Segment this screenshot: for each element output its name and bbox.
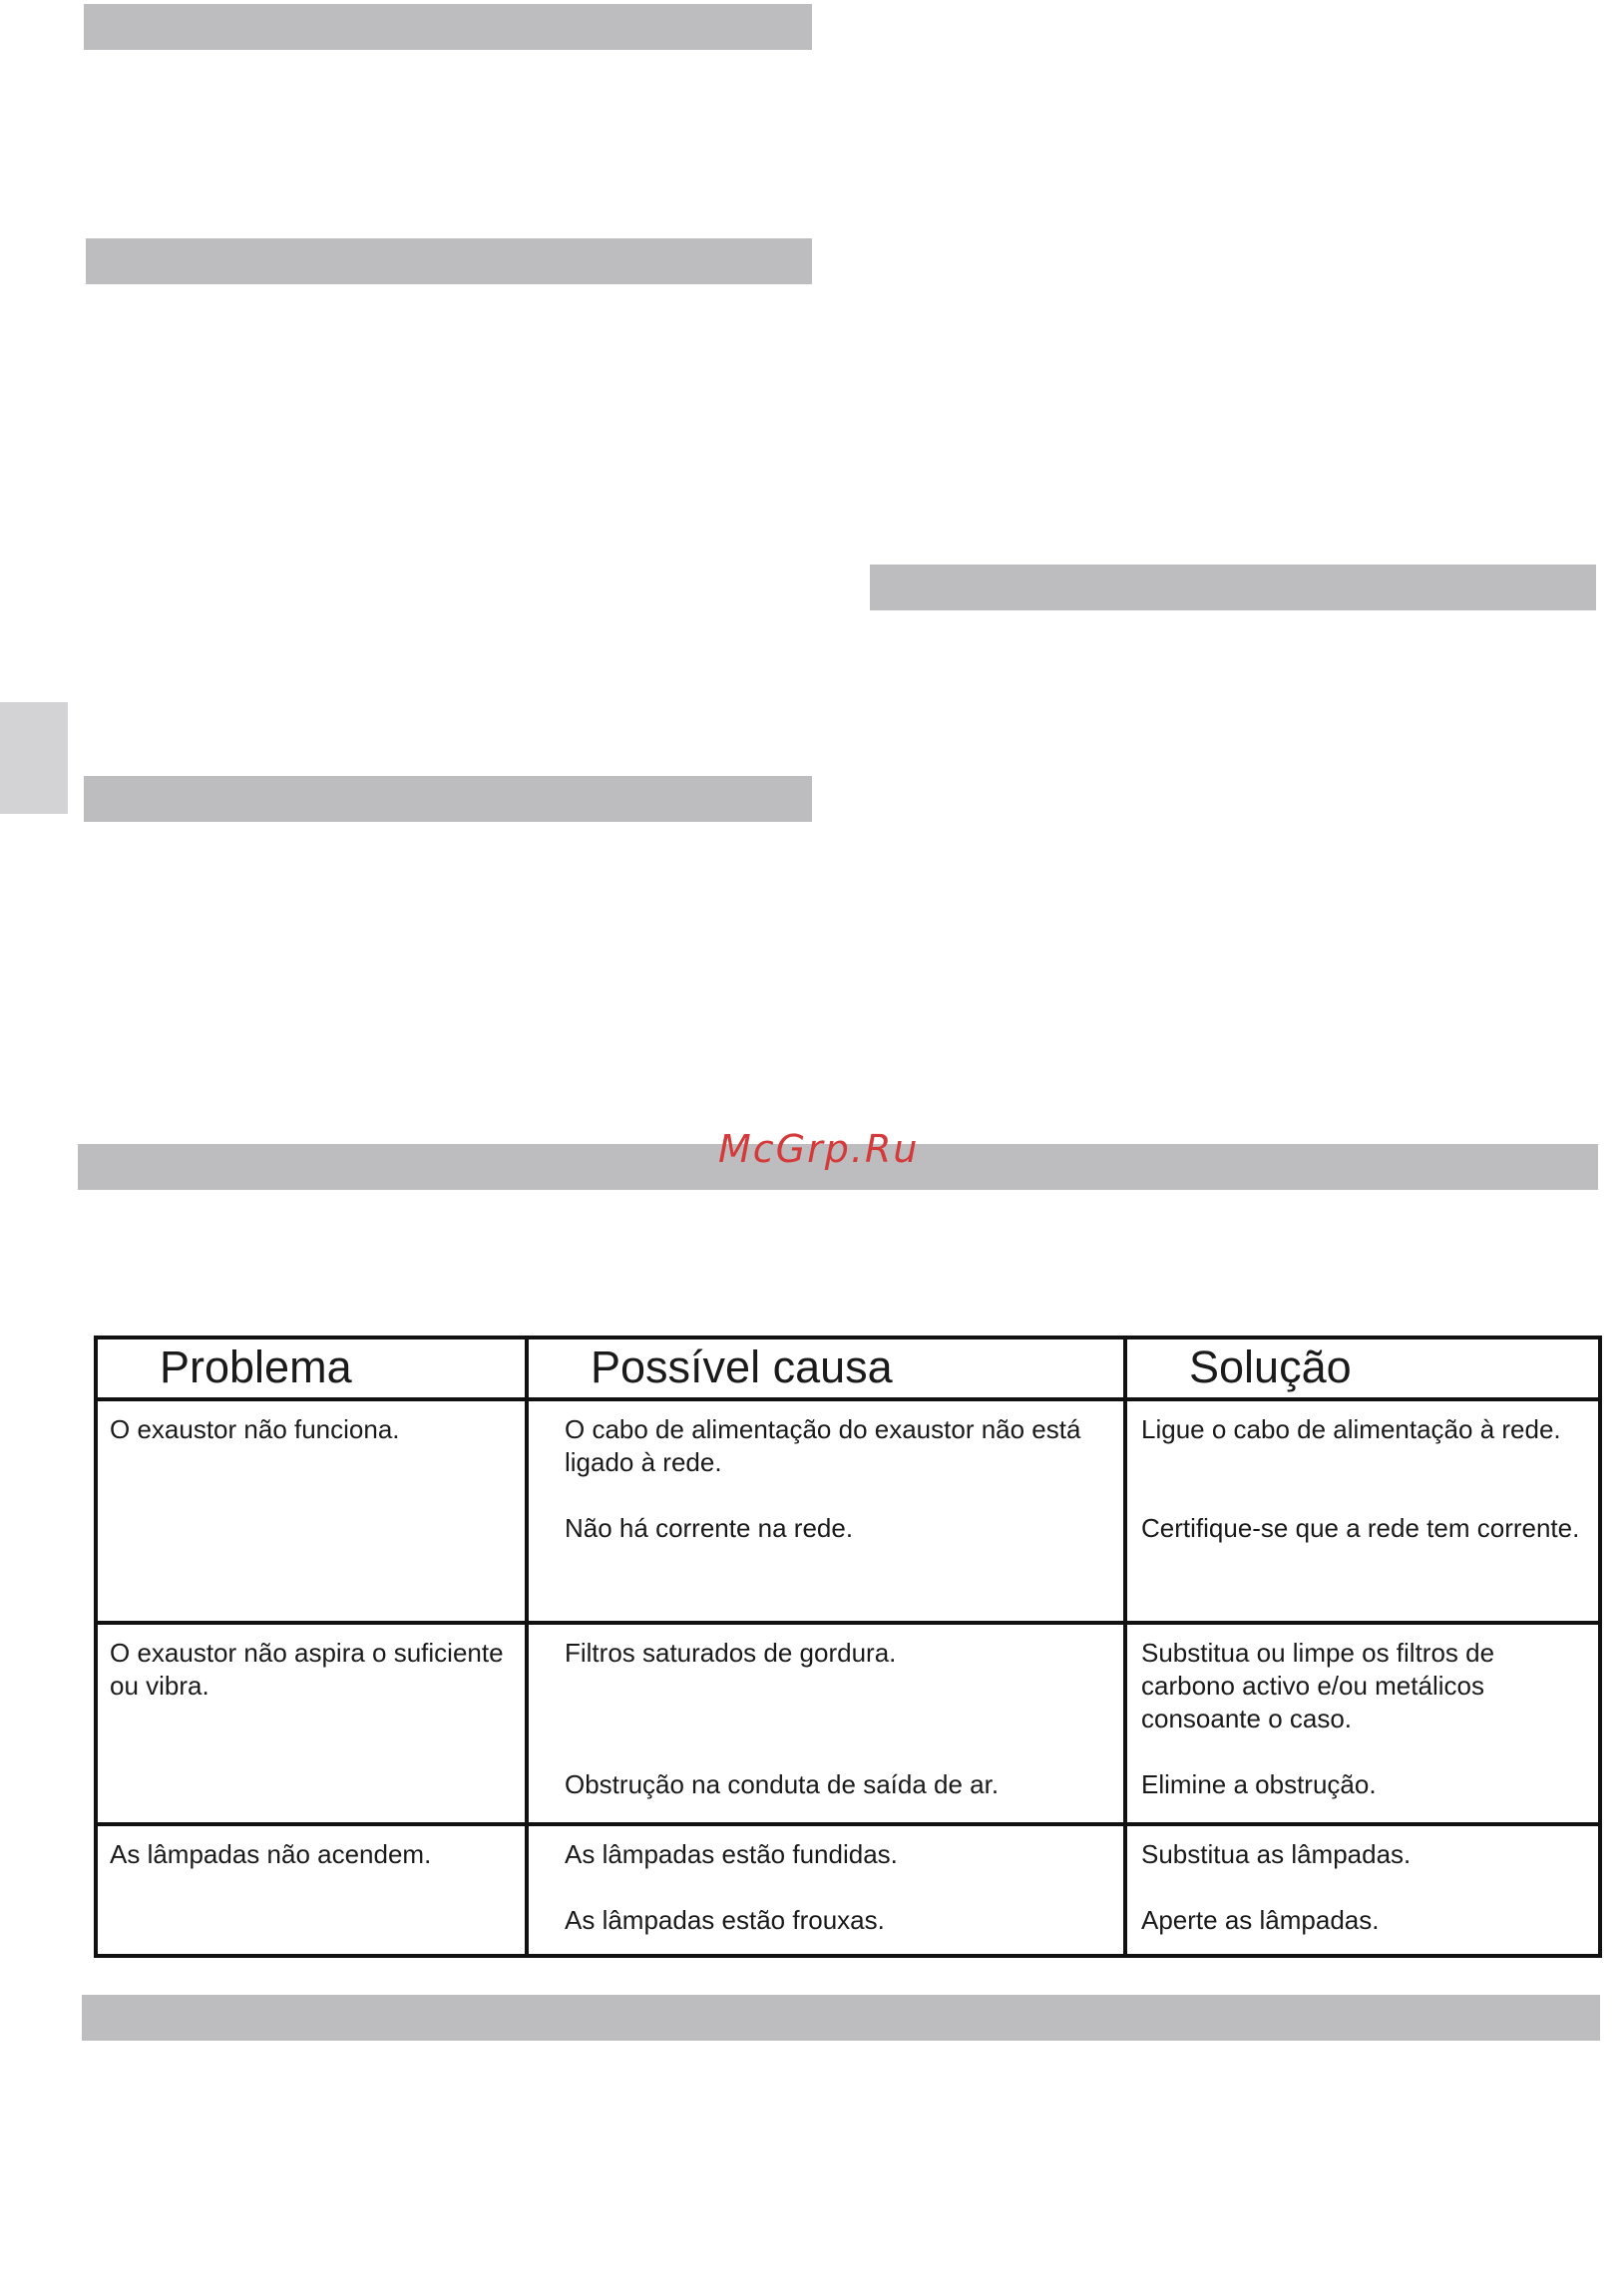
cause-cell (527, 1623, 1125, 1824)
problem-cell (96, 1824, 527, 1956)
solution-text: Certifique-se que a rede tem corrente. (1141, 1513, 1580, 1543)
solution-text: Ligue o cabo de alimentação à rede. (1141, 1414, 1561, 1444)
watermark: McGrp.Ru (718, 1127, 920, 1171)
solution-text: Substitua as lâmpadas. (1141, 1839, 1412, 1869)
header-problem: Problema (96, 1338, 527, 1399)
problem-text: As lâmpadas não acendem. (110, 1839, 432, 1869)
header-cause: Possível causa (527, 1338, 1125, 1399)
solution-text: Elimine a obstrução. (1141, 1769, 1377, 1799)
troubleshooting-table (94, 1336, 1602, 1958)
table-row (96, 1623, 1600, 1824)
section-header-bar-6 (82, 1995, 1600, 2041)
cause-text: Filtros saturados de gordura. (565, 1638, 897, 1668)
cause-cell (527, 1399, 1125, 1623)
cause-text: Não há corrente na rede. (565, 1513, 854, 1543)
solution-text: Aperte as lâmpadas. (1141, 1905, 1380, 1935)
solution-cell (1125, 1399, 1600, 1623)
problem-text: O exaustor não aspira o suficiente ou vibra. (110, 1638, 504, 1701)
section-header-bar-2 (86, 238, 812, 284)
cause-text: As lâmpadas estão frouxas. (565, 1905, 885, 1935)
cause-text: As lâmpadas estão fundidas. (565, 1839, 898, 1869)
table-header-row (96, 1338, 1600, 1399)
cause-text: O cabo de alimentação do exaustor não está ligado à rede. (565, 1414, 1081, 1477)
table-row (96, 1824, 1600, 1956)
solution-text: Substitua ou limpe os filtros de carbono activo e/ou metálicos consoante o caso. (1141, 1638, 1495, 1733)
table-row (96, 1399, 1600, 1623)
cause-cell (527, 1824, 1125, 1956)
problem-cell (96, 1399, 527, 1623)
section-header-bar-4 (84, 776, 812, 822)
section-header-bar-3 (870, 565, 1596, 610)
problem-text: O exaustor não funciona. (110, 1414, 400, 1444)
solution-cell (1125, 1824, 1600, 1956)
problem-cell (96, 1623, 527, 1824)
section-header-bar-1 (84, 4, 812, 50)
solution-cell (1125, 1623, 1600, 1824)
cause-text: Obstrução na conduta de saída de ar. (565, 1769, 1000, 1799)
side-tab (0, 702, 68, 814)
header-solution: Solução (1125, 1338, 1600, 1399)
